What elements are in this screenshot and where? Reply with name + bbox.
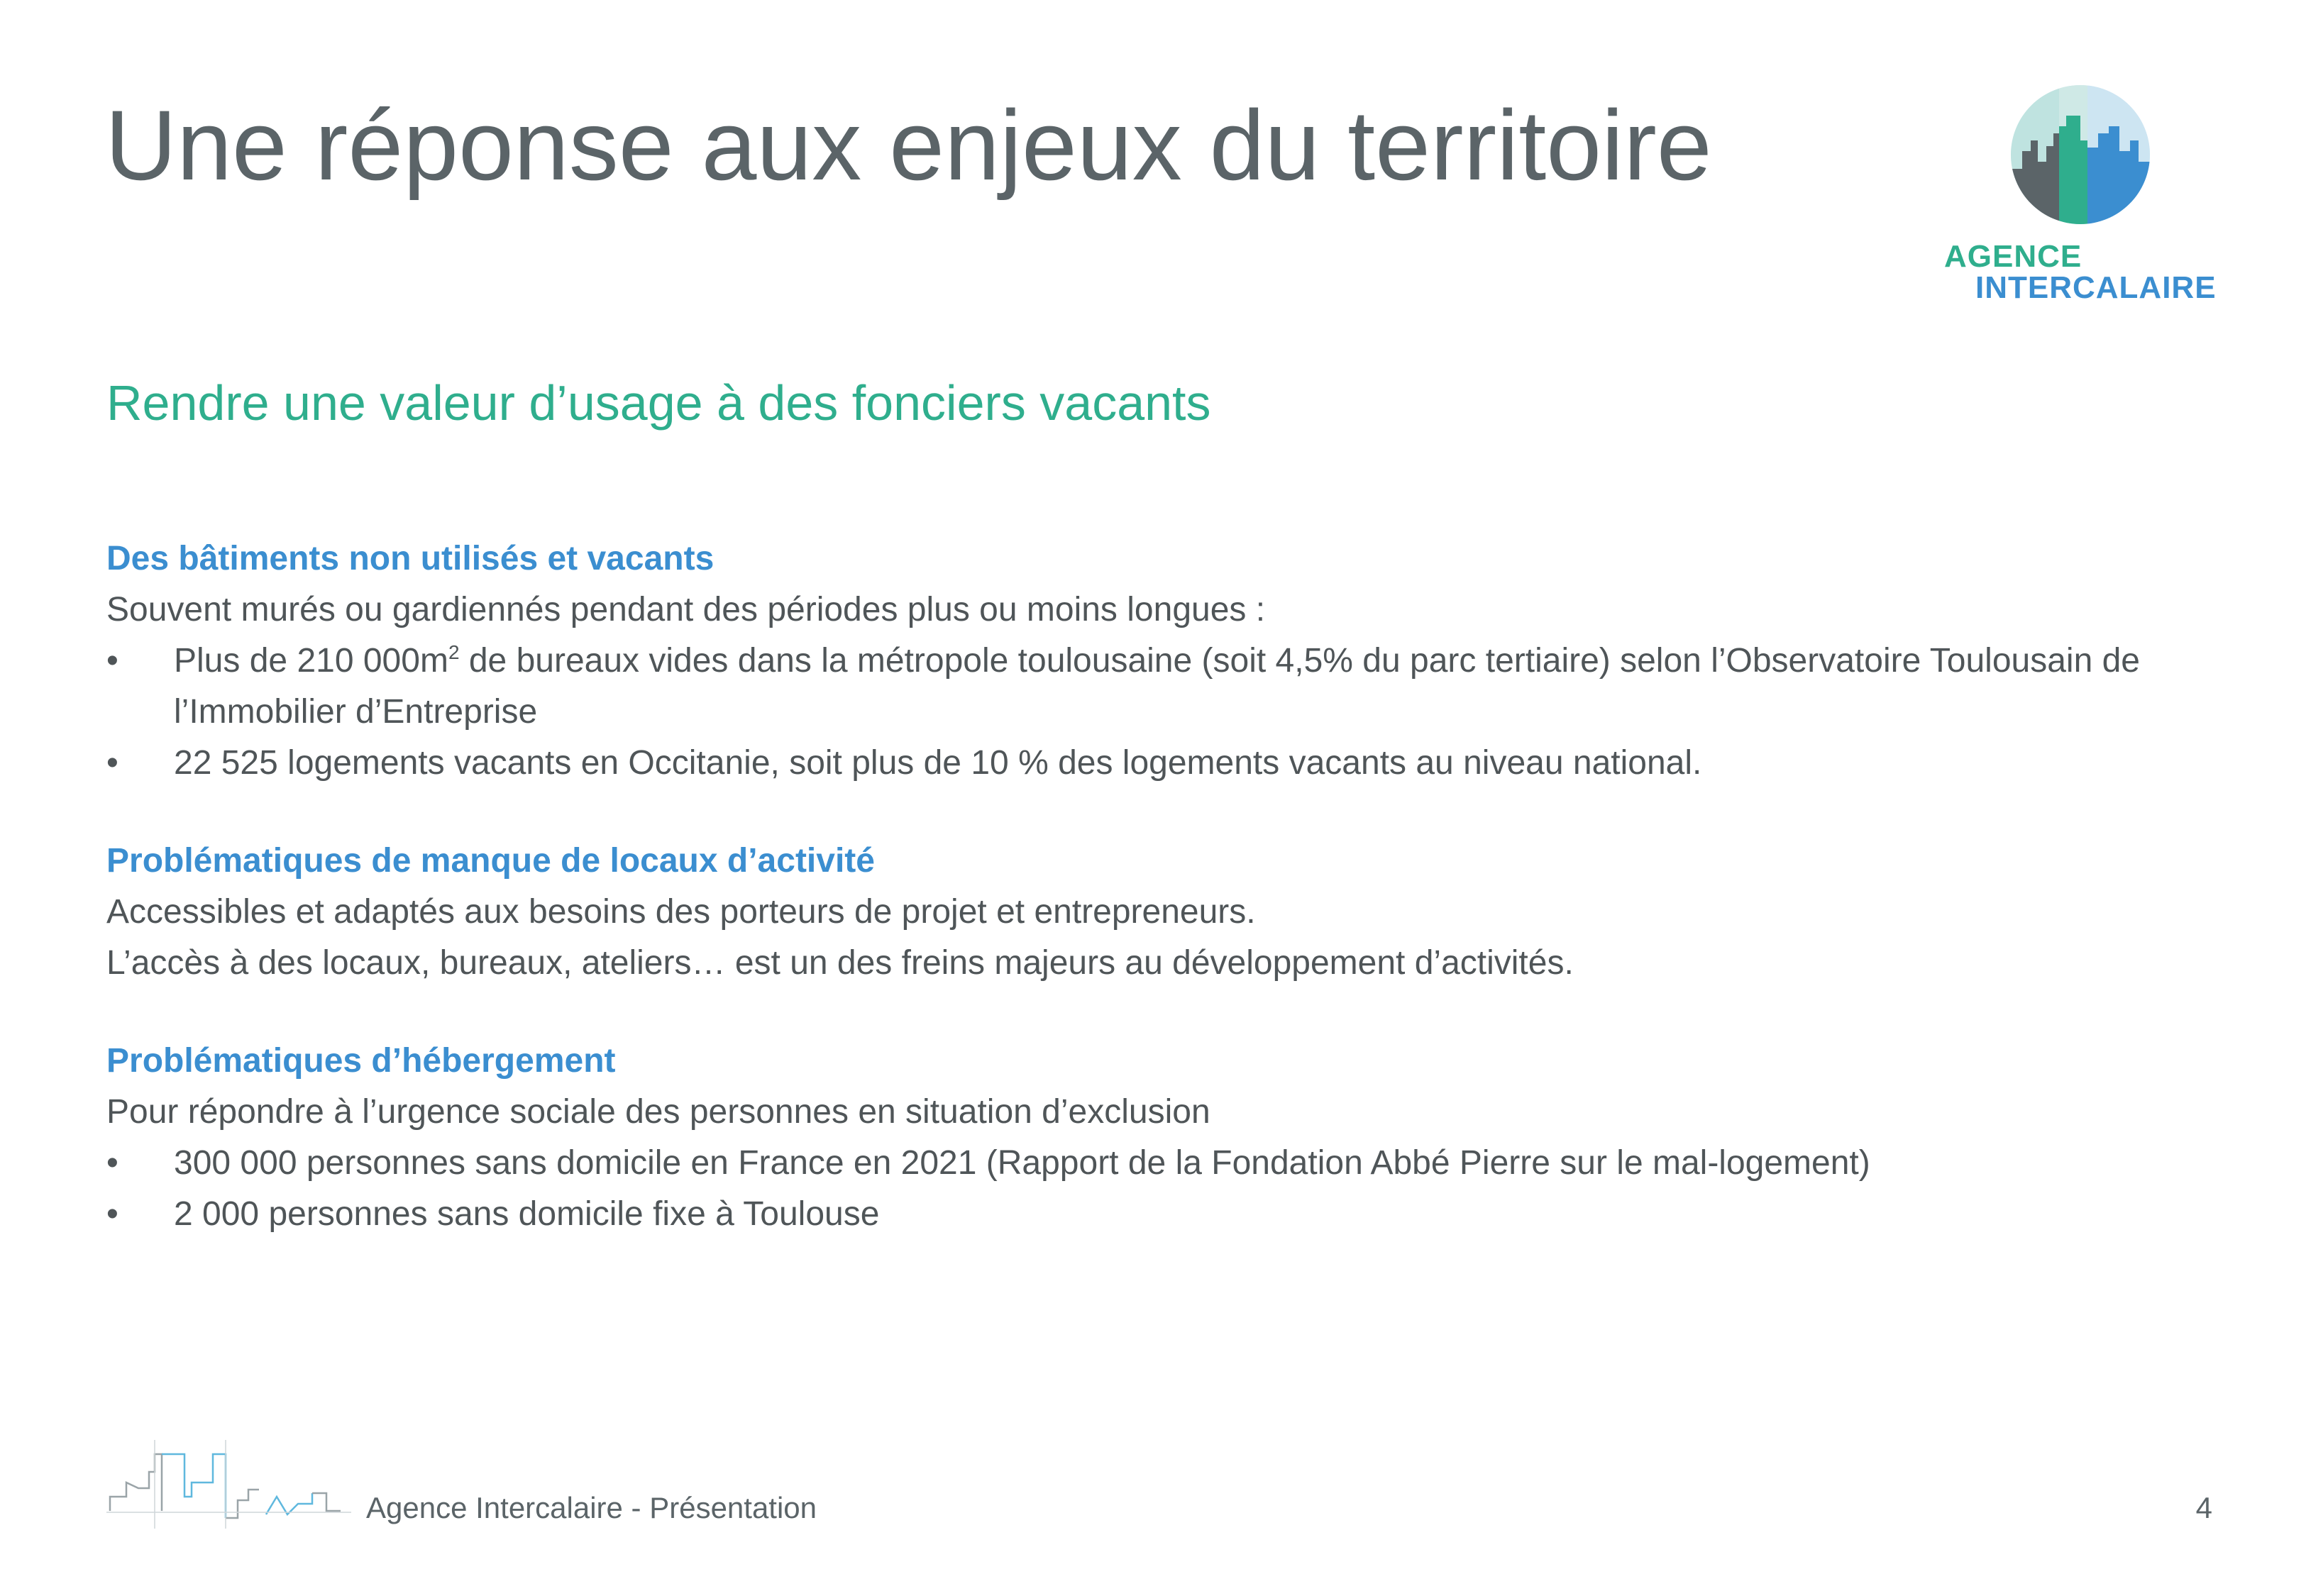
bullet-icon: • [106,744,118,782]
bullet-text-cont: de bureaux vides dans la métropole toulousaine (soit 4,5% du parc tertiaire) selon l’Observatoire Toulousain de l’Immobilier d’Entreprise [174,642,2140,731]
bullet-icon: • [106,1195,118,1233]
section-housing [106,1036,2228,1240]
section-text: L’accès à des locaux, bureaux, ateliers… est un des freins majeurs au développement d’activités. [106,944,1574,982]
bullet-text: Plus de 210 000m [174,642,448,680]
logo-word-agence: AGENCE [1944,239,2082,274]
superscript: 2 [448,641,460,663]
section-heading: Problématiques de manque de locaux d’activité [106,842,875,880]
bullet-text: 22 525 logements vacants en Occitanie, soit plus de 10 % des logements vacants au niveau national. [174,744,1702,782]
bullet-list [106,636,2228,789]
footer-text: Agence Intercalaire - Présentation [366,1491,817,1524]
list-item [106,1138,2228,1189]
bullet-icon: • [106,642,118,680]
slide-subtitle: Rendre une valeur d’usage à des fonciers vacants [106,375,1211,431]
section-text: Souvent murés ou gardiennés pendant des périodes plus ou moins longues : [106,591,1266,628]
logo-word-intercalaire: INTERCALAIRE [1975,270,2217,305]
bullet-icon: • [106,1144,118,1182]
page-number: 4 [2195,1491,2212,1524]
agence-intercalaire-logo [1944,84,2228,311]
footer-skyline-icon [106,1433,355,1532]
logo-skyline-icon [2009,84,2151,226]
section-activity-premises [106,836,2228,989]
list-item [106,1189,2228,1240]
bullet-text: 300 000 personnes sans domicile en France en 2021 (Rapport de la Fondation Abbé Pierre sur le mal-logement) [174,1144,1870,1182]
bullet-list [106,1138,2228,1240]
section-heading: Problématiques d’hébergement [106,1042,616,1080]
section-text: Accessibles et adaptés aux besoins des porteurs de projet et entrepreneurs. [106,893,1256,931]
slide-content [106,533,2228,1287]
list-item [106,636,2228,738]
slide-title: Une réponse aux enjeux du territoire [105,89,1712,201]
section-vacant-buildings [106,533,2228,789]
section-text: Pour répondre à l’urgence sociale des personnes en situation d’exclusion [106,1093,1210,1131]
list-item [106,738,2228,789]
section-heading: Des bâtiments non utilisés et vacants [106,540,715,577]
bullet-text: 2 000 personnes sans domicile fixe à Toulouse [174,1195,880,1233]
